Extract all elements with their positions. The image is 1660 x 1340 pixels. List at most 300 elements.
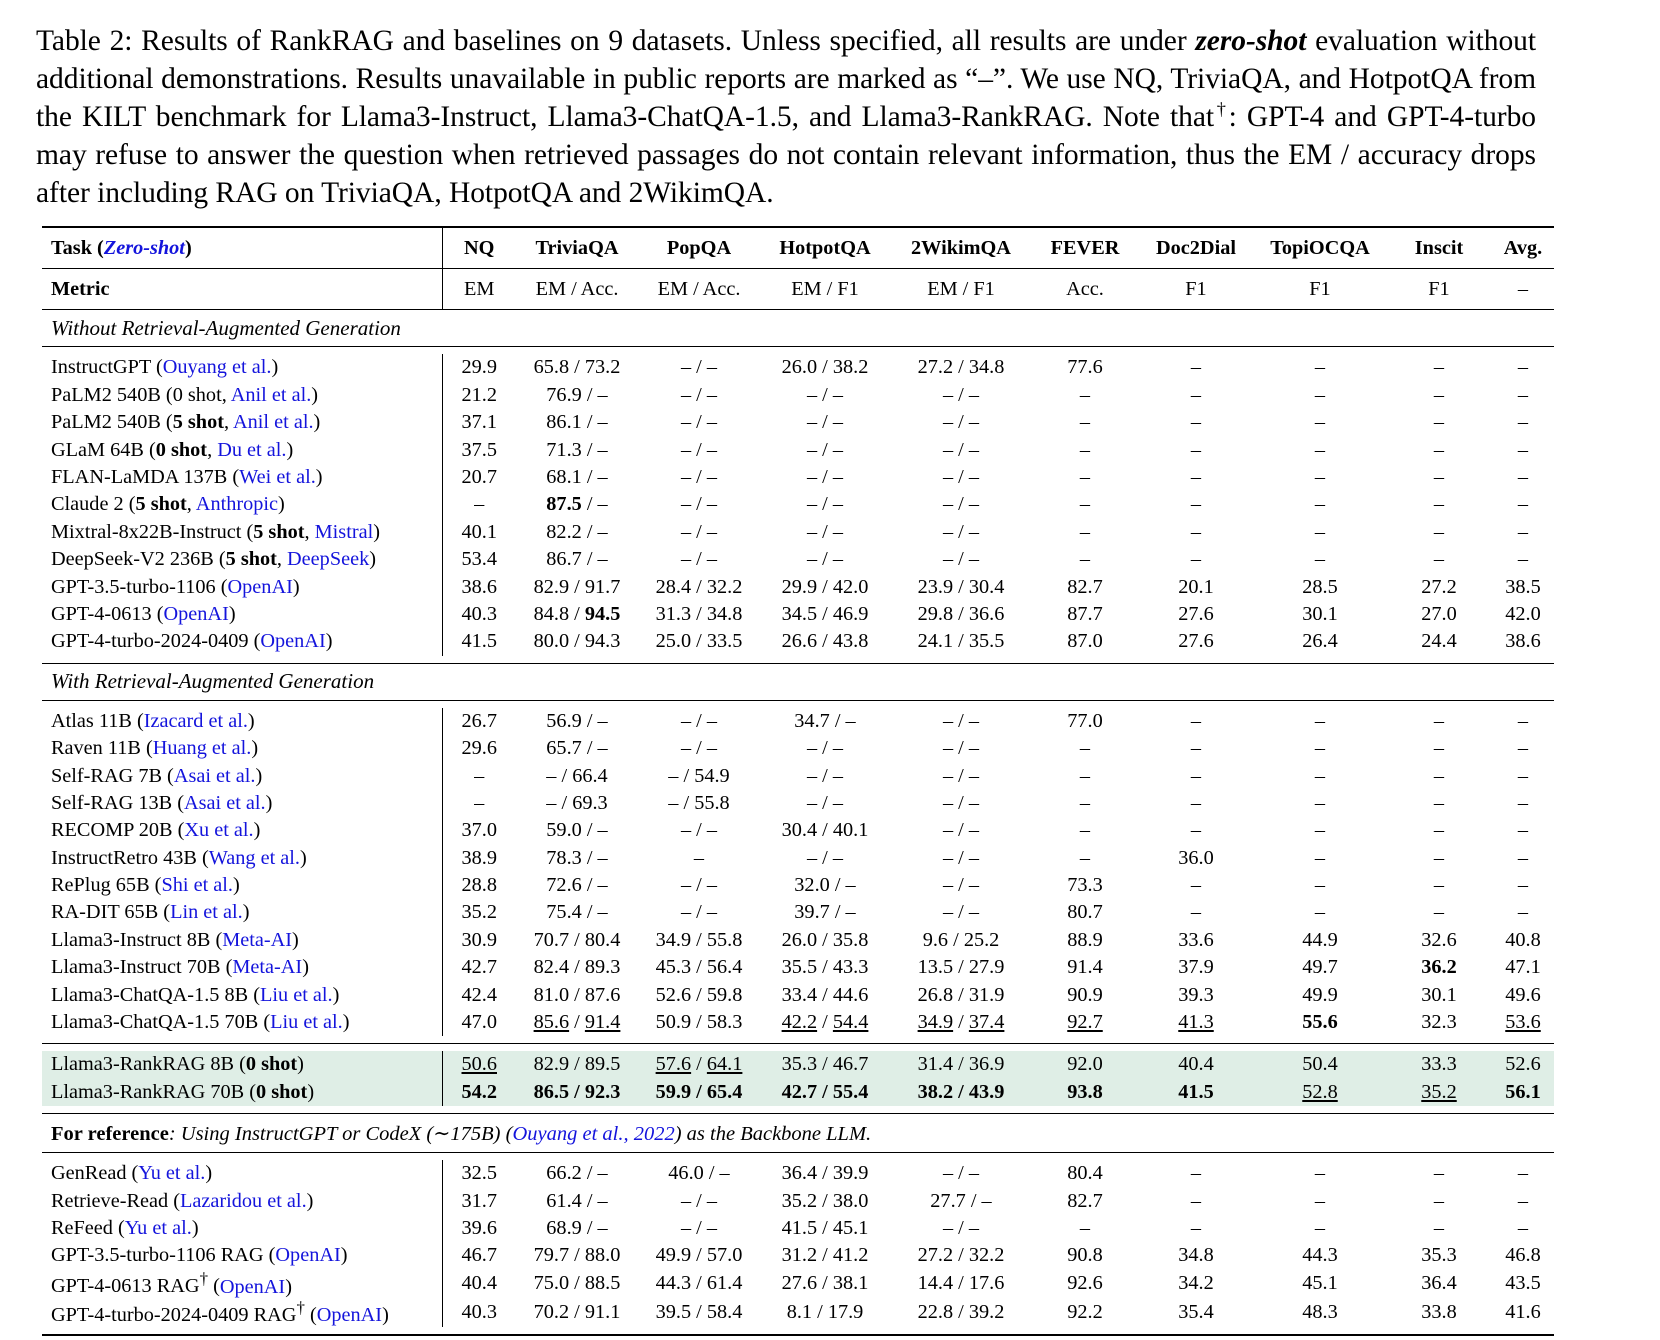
row-value-cell: – [1079,764,1091,787]
row-model-name: RePlug 65B ( [51,874,162,897]
row-model-name: Llama3-Instruct 70B ( [51,956,233,979]
row-citation[interactable]: Shi et al. [161,874,233,897]
row-value-cell: 86.7 / – [546,548,608,571]
row-value-cell: 29.9 [442,354,516,381]
row-value-cell: 36.4 / 39.9 [781,1162,869,1185]
row-value-cell: 35.3 / 46.7 [760,1051,890,1078]
row-value-cell: – / – [942,465,980,488]
row-shot-label: 5 shot [172,411,224,434]
row-value-cell: 33.3 [1386,1051,1492,1078]
row-value-cell: 34.5 / 46.9 [781,602,869,625]
table-row [42,601,1554,628]
row-value-cell: 45.1 [1302,1272,1338,1295]
table-header-row [42,228,1554,269]
row-value-cell: 86.5 / 92.3 [516,1079,638,1106]
row-citation[interactable]: Yu et al. [124,1216,192,1239]
table-row [42,382,1554,409]
row-value-cell: – [1314,709,1326,732]
row-value-cell: – [1190,548,1202,571]
row-value-cell: – / – [680,356,718,379]
row-value-cell: – / – [806,493,844,516]
row-model-name: Retrieve-Read ( [51,1189,180,1212]
row-value-cell: 42.7 [442,954,516,981]
metric-value: Acc. [1066,277,1104,300]
row-value-cell: – [1314,520,1326,543]
row-value-cell: 32.5 [442,1160,516,1187]
row-value-cell: 79.7 / 88.0 [533,1244,621,1267]
row-value-cell: 80.7 [1067,901,1103,924]
row-value-cell: 41.6 [1505,1301,1541,1324]
row-value-cell: – [1079,846,1091,869]
row-citation[interactable]: Mistral [314,520,374,543]
column-header-doc2dial: Doc2Dial [1156,236,1236,259]
row-value-cell: 27.6 [1178,630,1214,653]
row-model-name: GPT-4-turbo-2024-0409 RAG† ( [51,1298,317,1327]
table-row [42,354,1554,381]
row-value-cell: – [1433,1162,1445,1185]
row-value-cell: – / – [806,383,844,406]
table-spacer [42,1106,1554,1114]
row-value-cell: 84.8 / 94.5 [533,602,621,625]
table-row [42,1215,1554,1242]
row-citation[interactable]: Yu et al. [138,1162,206,1185]
row-value-cell: 29.6 [442,735,516,762]
row-model-name: GLaM 64B ( [51,438,156,461]
row-citation[interactable]: OpenAI [227,575,293,598]
row-model-name: InstructGPT ( [51,356,163,379]
row-value-cell: – [1079,819,1091,842]
row-value-cell: 92.6 [1067,1272,1103,1295]
row-label-cell: Llama3-Instruct 70B (Meta-AI) [51,956,309,979]
row-citation[interactable]: Wang et al. [208,846,301,869]
row-value-cell: 77.6 [1067,356,1103,379]
reference-note-citation[interactable]: Ouyang et al., 2022 [512,1122,675,1145]
metric-value: – [1517,277,1529,300]
table-spacer [42,1036,1554,1044]
row-citation[interactable]: Asai et al. [173,764,256,787]
row-value-cell: 32.0 / – [794,874,856,897]
row-value-cell: – [1314,493,1326,516]
table-row [42,1298,1554,1327]
section-title-with-rag: With Retrieval-Augmented Generation [51,669,375,694]
row-value-cell: – [442,491,516,518]
row-value-cell: 37.1 [442,409,516,436]
table-spacer [42,1153,1554,1160]
row-label-cell: Atlas 11B (Izacard et al.) [51,709,255,732]
row-model-name: InstructRetro 43B ( [51,846,209,869]
row-value-cell: – [1190,737,1202,760]
row-value-cell: – [1314,465,1326,488]
row-value-cell: – / 55.8 [668,791,730,814]
row-value-cell: – / – [942,737,980,760]
row-value-cell: 14.4 / 17.6 [917,1272,1005,1295]
row-value-cell: – [1517,493,1529,516]
row-label-cell: GPT-4-turbo-2024-0409 RAG† (OpenAI) [51,1298,389,1327]
metric-value: F1 [1428,277,1450,300]
row-value-cell: – [1517,791,1529,814]
row-model-name: GenRead ( [51,1162,139,1185]
row-value-cell: 38.2 / 43.9 [890,1079,1032,1106]
row-label-cell: ReFeed (Yu et al.) [51,1216,199,1239]
row-model-name: ReFeed ( [51,1216,125,1239]
row-value-cell: 37.5 [442,436,516,463]
row-value-cell: 91.4 [1067,956,1103,979]
row-value-cell: 27.0 [1421,602,1457,625]
row-value-cell: 20.1 [1178,575,1214,598]
row-value-cell: 38.5 [1505,575,1541,598]
row-value-cell: – [1190,520,1202,543]
row-value-cell: – [1314,737,1326,760]
row-value-cell: – / 54.9 [668,764,730,787]
row-value-cell: – [1517,411,1529,434]
row-value-cell: 66.2 / – [546,1162,608,1185]
row-shot-label: 0 shot [256,1080,308,1103]
row-value-cell: – [1079,548,1091,571]
row-value-cell: – / – [942,901,980,924]
row-value-cell: 90.9 [1067,983,1103,1006]
row-label-cell: FLAN-LaMDA 137B (Wei et al.) [51,465,323,488]
row-value-cell: – / – [680,520,718,543]
row-value-cell: – [1517,548,1529,571]
row-value-cell: – / – [942,548,980,571]
metric-value: EM / F1 [927,277,995,300]
row-value-cell: – [693,846,705,869]
row-value-cell: – [1433,356,1445,379]
metric-value: EM / F1 [791,277,859,300]
row-value-cell: 53.6 [1505,1011,1541,1034]
row-value-cell: 80.0 / 94.3 [533,630,621,653]
row-label-cell: InstructGPT (Ouyang et al.) [51,356,279,379]
row-value-cell: 21.2 [442,382,516,409]
row-citation[interactable]: Lin et al. [170,901,243,924]
header-zeroshot-link[interactable]: Zero-shot [103,236,185,259]
row-value-cell: 9.6 / 25.2 [922,928,1000,951]
row-value-cell: – / – [680,548,718,571]
row-shot-label: 0 shot [245,1053,298,1076]
row-value-cell: 52.6 [1492,1051,1554,1078]
row-value-cell: 30.9 [442,927,516,954]
caption-text-3: : GPT-4 and GPT-4-turbo may refuse to answer the question when retrieved passages do not contain relevant information, thus the EM / accuracy drops after including RAG on TriviaQA, HotpotQA and 2WikimQA. [36,101,1536,210]
row-label-cell: Mixtral-8x22B-Instruct (5 shot, Mistral) [51,520,380,543]
row-value-cell: 34.9 / 55.8 [655,928,743,951]
row-value-cell: – [1433,493,1445,516]
row-value-cell: 30.1 [1421,983,1457,1006]
table-spacer [42,1044,1554,1051]
row-shot-label: 0 shot [155,438,208,461]
row-value-cell: 27.2 / 34.8 [917,356,1005,379]
row-value-cell: 32.6 [1421,928,1457,951]
row-value-cell: – [1517,709,1529,732]
row-value-cell: – [1517,356,1529,379]
row-citation[interactable]: Izacard et al. [143,709,248,732]
row-value-cell: – / – [942,1162,980,1185]
row-model-name: RECOMP 20B ( [51,819,185,842]
row-value-cell: 82.9 / 91.7 [533,575,621,598]
row-citation[interactable]: Huang et al. [152,737,252,760]
table-row [42,790,1554,817]
row-value-cell: – [1314,764,1326,787]
row-value-cell: – [1517,383,1529,406]
table-row [42,546,1554,573]
row-label-cell: RECOMP 20B (Xu et al.) [51,819,261,842]
row-model-name: Llama3-Instruct 8B ( [51,928,223,951]
row-value-cell: 35.2 / 38.0 [781,1189,869,1212]
row-value-cell: 59.9 / 65.4 [638,1079,760,1106]
row-value-cell: 56.1 [1492,1079,1554,1106]
reference-note-row [42,1114,1554,1153]
table-caption [36,22,1624,212]
row-value-cell: 41.3 [1178,1011,1214,1034]
row-label-cell: GPT-4-turbo-2024-0409 (OpenAI) [51,630,333,653]
row-value-cell: 49.7 [1302,956,1338,979]
row-model-name: Llama3-RankRAG 8B ( [51,1053,246,1076]
row-value-cell: 68.9 / – [546,1216,608,1239]
row-value-cell: – / – [806,791,844,814]
row-value-cell: 35.2 [442,899,516,926]
row-value-cell: 61.4 / – [546,1189,608,1212]
row-value-cell: – [1079,1216,1091,1239]
caption-emphasis: zero-shot [1195,25,1307,57]
row-value-cell: – [1314,846,1326,869]
row-value-cell: – [1517,520,1529,543]
row-value-cell: 44.3 / 61.4 [655,1272,743,1295]
table-row [42,844,1554,871]
row-value-cell: 48.3 [1302,1301,1338,1324]
row-value-cell: 20.7 [442,464,516,491]
row-citation[interactable]: DeepSeek [287,548,370,571]
row-value-cell: – [1190,493,1202,516]
row-value-cell: 38.9 [442,844,516,871]
row-value-cell: 28.5 [1302,575,1338,598]
row-value-cell: – [1079,493,1091,516]
row-value-cell: – / – [942,874,980,897]
row-value-cell: 42.7 / 55.4 [760,1079,890,1106]
table-row [42,762,1554,789]
row-value-cell: 36.0 [1178,846,1214,869]
row-value-cell: – [1190,1162,1202,1185]
row-value-cell: – [1433,548,1445,571]
row-value-cell: 36.2 [1421,956,1457,979]
row-value-cell: – [1190,901,1202,924]
row-value-cell: – [1517,465,1529,488]
row-value-cell: – / 69.3 [546,791,608,814]
row-citation[interactable]: OpenAI [316,1304,383,1327]
row-value-cell: – [1190,764,1202,787]
row-citation[interactable]: Ouyang et al. [162,356,272,379]
row-value-cell: 52.8 [1254,1079,1386,1106]
row-citation[interactable]: OpenAI [275,1244,341,1267]
row-value-cell: – [1433,764,1445,787]
row-citation[interactable]: Xu et al. [184,819,254,842]
metric-value: EM / Acc. [535,277,619,300]
row-value-cell: 71.3 / – [546,438,608,461]
section-title-without-rag: Without Retrieval-Augmented Generation [51,315,401,340]
row-value-cell: 35.2 [1386,1079,1492,1106]
row-value-cell: – [1314,1162,1326,1185]
row-value-cell: – [1190,383,1202,406]
table-spacer [42,701,1554,708]
row-value-cell: 40.1 [442,519,516,546]
row-value-cell: 50.4 [1254,1051,1386,1078]
row-shot-label: 5 shot [135,493,187,516]
row-value-cell: – / – [680,438,718,461]
row-value-cell: 25.0 / 33.5 [655,630,743,653]
table-row [42,1187,1554,1214]
row-shot-label: 5 shot [225,548,277,571]
table-row [42,1009,1554,1036]
row-value-cell: 31.2 / 41.2 [781,1244,869,1267]
row-value-cell: – / – [680,737,718,760]
table-row [42,1242,1554,1269]
row-citation[interactable]: Liu et al. [270,1011,343,1034]
row-label-cell: InstructRetro 43B (Wang et al.) [51,846,307,869]
row-value-cell: 40.8 [1505,928,1541,951]
row-value-cell: 44.9 [1302,928,1338,951]
row-citation[interactable]: OpenAI [260,630,326,653]
column-header-triviaqa: TriviaQA [535,236,619,259]
row-value-cell: 42.4 [442,981,516,1008]
row-model-name: GPT-3.5-turbo-1106 ( [51,575,228,598]
row-citation[interactable]: Lazaridou et al. [179,1189,307,1212]
row-value-cell: – / – [680,819,718,842]
row-value-cell: – [1314,1216,1326,1239]
row-value-cell: – [1190,438,1202,461]
table-spacer [42,347,1554,354]
row-value-cell: 50.9 / 58.3 [655,1011,743,1034]
row-value-cell: – [1314,1189,1326,1212]
row-value-cell: 42.0 [1505,602,1541,625]
row-label-cell: Llama3-Instruct 8B (Meta-AI) [51,928,299,951]
row-model-name: Mixtral-8x22B-Instruct ( [51,520,254,543]
row-value-cell: – [1314,548,1326,571]
row-model-name: PaLM2 540B (0 shot, [51,383,231,406]
table-row [42,436,1554,463]
row-value-cell: 56.9 / – [546,709,608,732]
row-value-cell: – [1314,791,1326,814]
row-model-name: RA-DIT 65B ( [51,901,171,924]
row-value-cell: 29.9 / 42.0 [781,575,869,598]
row-value-cell: 35.4 [1178,1301,1214,1324]
row-value-cell: – [1517,819,1529,842]
row-model-name: Self-RAG 7B ( [51,764,174,787]
table-row [42,899,1554,926]
row-value-cell: – / – [942,1216,980,1239]
row-value-cell: 8.1 / 17.9 [786,1301,864,1324]
row-citation[interactable]: Meta-AI [232,956,303,979]
row-model-name: PaLM2 540B ( [51,411,173,434]
reference-note: For reference: Using InstructGPT or CodeX (∼175B) (Ouyang et al., 2022) as the Backbone LLM. [51,1122,872,1145]
row-value-cell: – [1314,411,1326,434]
row-label-cell: GenRead (Yu et al.) [51,1162,213,1185]
column-header-inscit: Inscit [1414,236,1464,259]
row-citation[interactable]: Asai et al. [183,791,266,814]
row-value-cell: 39.7 / – [794,901,856,924]
row-value-cell: 33.6 [1178,928,1214,951]
row-value-cell: 47.0 [442,1009,516,1036]
row-citation[interactable]: Anil et al. [230,383,312,406]
row-model-name: GPT-3.5-turbo-1106 RAG ( [51,1244,276,1267]
row-value-cell: – [1433,737,1445,760]
row-value-cell: – [1517,901,1529,924]
row-value-cell: 80.4 [1067,1162,1103,1185]
row-value-cell: – [1517,438,1529,461]
metric-label: Metric [51,277,110,300]
row-value-cell: 13.5 / 27.9 [917,956,1005,979]
row-value-cell: 36.4 [1421,1272,1457,1295]
row-value-cell: 28.4 / 32.2 [655,575,743,598]
row-value-cell: – [1190,874,1202,897]
row-value-cell: 46.7 [442,1242,516,1269]
row-value-cell: 49.6 [1505,983,1541,1006]
row-label-cell: GPT-3.5-turbo-1106 RAG (OpenAI) [51,1244,348,1267]
row-value-cell: – [1190,1189,1202,1212]
row-value-cell: 39.6 [442,1215,516,1242]
row-value-cell: 70.7 / 80.4 [533,928,621,951]
row-value-cell: – / – [806,846,844,869]
column-header-nq: NQ [442,228,516,269]
row-citation[interactable]: Anthropic [195,493,279,516]
row-citation[interactable]: OpenAI [163,602,229,625]
row-value-cell: 43.5 [1505,1272,1541,1295]
row-value-cell: 27.7 / – [930,1189,992,1212]
row-value-cell: 55.6 [1302,1011,1338,1034]
row-model-name: Llama3-RankRAG 70B ( [51,1080,257,1103]
row-value-cell: – / – [942,438,980,461]
row-value-cell: – [1079,383,1091,406]
row-citation[interactable]: Anil et al. [233,411,314,434]
table-row [42,491,1554,518]
row-citation[interactable]: Meta-AI [222,928,293,951]
table-row [42,628,1554,655]
row-value-cell: 34.8 [1178,1244,1214,1267]
table-row [42,573,1554,600]
caption-text-1: Results of RankRAG and baselines on 9 datasets. Unless specified, all results are under [132,25,1196,57]
row-value-cell: – [1079,465,1091,488]
metric-value: F1 [1185,277,1207,300]
row-citation[interactable]: Du et al. [217,438,287,461]
column-header-fever: FEVER [1050,236,1120,259]
caption-text-2: evaluation without additional demonstrations. Results unavailable in public reports are marked as “–”. We use NQ, TriviaQA, and HotpotQA from the KILT benchmark for Llama3-Instruct, Llama3-ChatQA-1.5, and Llama3-RankRAG. Note that [36,25,1537,134]
row-value-cell: – [1314,438,1326,461]
row-value-cell: – / – [680,383,718,406]
row-label-cell: Llama3-ChatQA-1.5 8B (Liu et al.) [51,983,340,1006]
row-value-cell: – [1517,1162,1529,1185]
row-value-cell: – [442,762,516,789]
row-value-cell: – [1433,1216,1445,1239]
row-value-cell: 86.1 / – [546,411,608,434]
row-value-cell: 31.4 / 36.9 [890,1051,1032,1078]
row-label-cell: Self-RAG 7B (Asai et al.) [51,764,263,787]
row-value-cell: 42.2 / 54.4 [781,1011,869,1034]
row-value-cell: 34.2 [1178,1272,1214,1295]
row-model-name: GPT-4-turbo-2024-0409 ( [51,630,261,653]
row-value-cell: – / – [680,874,718,897]
row-value-cell: – [442,790,516,817]
table-spacer [42,1327,1554,1334]
row-label-cell: GPT-4-0613 RAG† (OpenAI) [51,1269,292,1298]
row-citation[interactable]: OpenAI [219,1275,286,1298]
row-value-cell: 46.8 [1505,1244,1541,1267]
row-model-name: Llama3-ChatQA-1.5 70B ( [51,1011,271,1034]
row-model-name: DeepSeek-V2 236B ( [51,548,226,571]
row-citation[interactable]: Wei et al. [239,465,316,488]
row-citation[interactable]: Liu et al. [259,983,333,1006]
row-value-cell: 85.6 / 91.4 [533,1011,621,1034]
column-header-avg: Avg. [1503,236,1543,259]
row-value-cell: – / – [942,411,980,434]
table-row [42,817,1554,844]
row-value-cell: 87.5 / – [546,493,608,516]
